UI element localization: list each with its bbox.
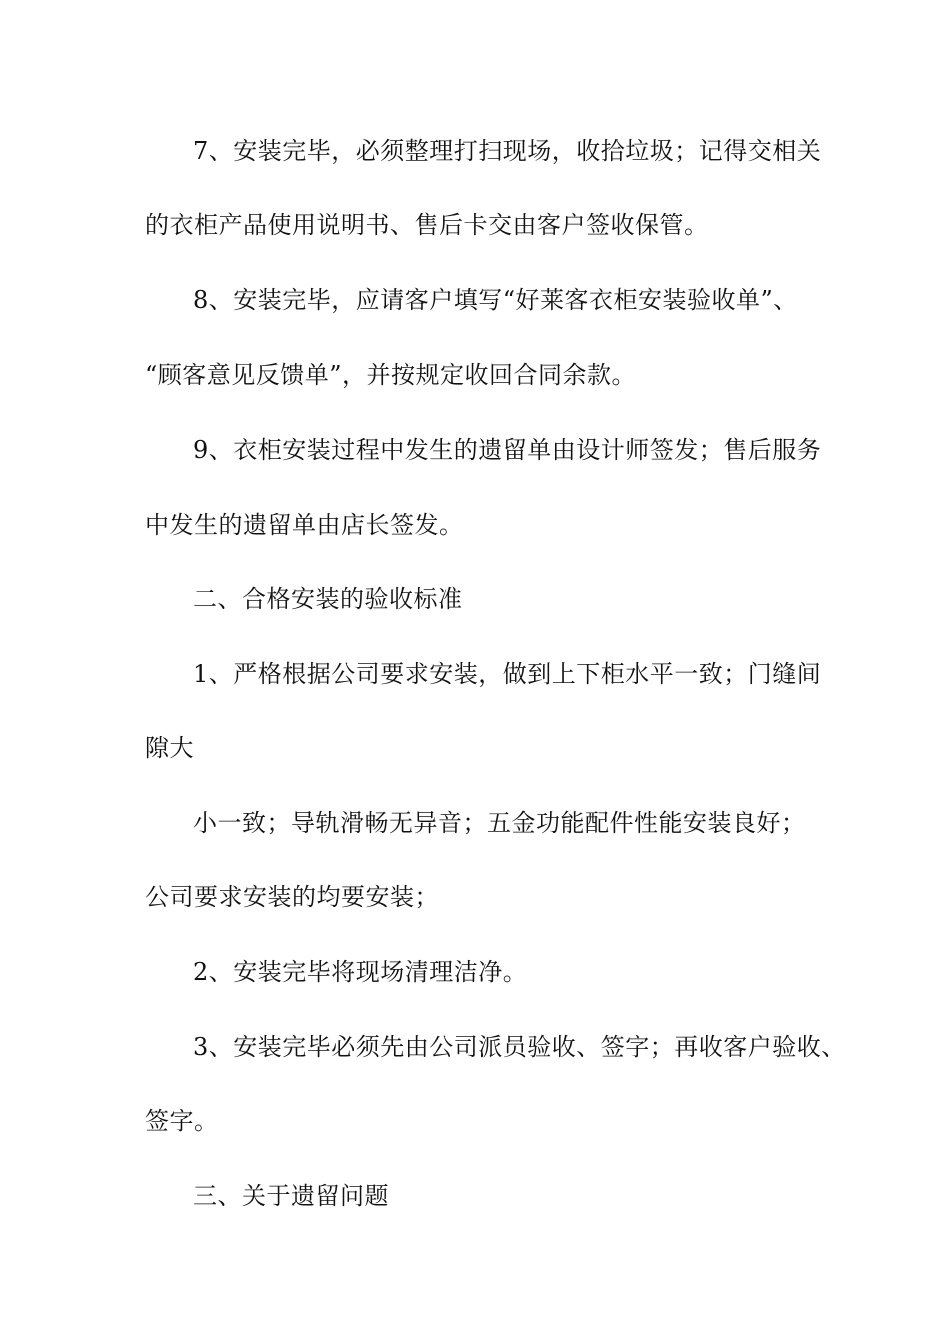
item-9-line-2: 中发生的遗留单由店长签发。 xyxy=(145,511,464,539)
standard-1-line-4: 公司要求安装的均要安装； xyxy=(145,883,439,911)
standard-1-line-1: 1、严格根据公司要求安装，做到上下柜水平一致；门缝间 xyxy=(193,660,822,688)
standard-1-line-2: 隙大 xyxy=(145,734,194,762)
item-7-line-2: 的衣柜产品使用说明书、售后卡交由客户签收保管。 xyxy=(145,211,709,239)
standard-1-line-3: 小一致；导轨滑畅无异音；五金功能配件性能安装良好； xyxy=(193,809,806,837)
standard-3-line-2: 签字。 xyxy=(145,1107,219,1135)
standard-3-line-1: 3、安装完毕必须先由公司派员验收、签字；再收客户验收、 xyxy=(193,1033,846,1061)
item-7-line-1: 7、安装完毕，必须整理打扫现场，收拾垃圾；记得交相关 xyxy=(193,137,822,165)
section-3-heading: 三、关于遗留问题 xyxy=(193,1182,389,1210)
section-2-heading: 二、合格安装的验收标准 xyxy=(193,585,463,613)
standard-2: 2、安装完毕将现场清理洁净。 xyxy=(193,958,528,986)
item-9-line-1: 9、衣柜安装过程中发生的遗留单由设计师签发；售后服务 xyxy=(193,436,822,464)
item-8-line-2: “顾客意见反馈单”，并按规定收回合同余款。 xyxy=(145,361,637,389)
item-8-line-1: 8、安装完毕，应请客户填写“好莱客衣柜安装验收单”、 xyxy=(193,286,798,314)
